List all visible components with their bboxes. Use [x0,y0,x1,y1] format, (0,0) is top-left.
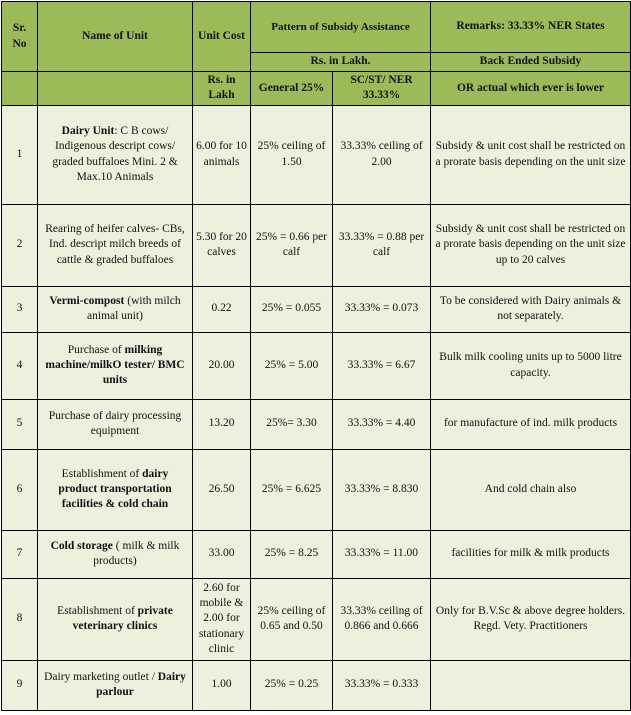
cell-name [38,660,193,710]
header-unit-cost: Unit Cost [193,2,251,72]
cell-remarks: To be considered with Dairy animals & not separately. [431,286,631,332]
cell-scst: 33.33% = 0.88 per calf [333,204,431,286]
header-scst: SC/ST/ NER 33.33% [333,72,431,106]
cell-general: 25% = 5.00 [251,332,333,399]
cell-general: 25% = 0.055 [251,286,333,332]
cell-remarks: Subsidy & unit cost shall be restricted on a prorate basis depending on the unit size up to 20 calves [431,204,631,286]
cell-cost: 0.22 [193,286,251,332]
cell-general: 25%= 3.30 [251,399,333,449]
cell-name-bold: private veterinary clinics [72,604,173,633]
cell-name-bold: milking machine/milkO tester/ BMC units [45,343,185,387]
cell-name-bold: Dairy parlour [96,670,186,699]
cell-sr: 4 [2,332,38,399]
table-row [2,332,631,399]
cell-scst: 33.33% = 8.830 [333,449,431,530]
cell-remarks: facilities for milk & milk products [431,530,631,578]
cell-remarks: Only for B.V.Sc & above degree holders. Regd. Vety. Practitioners [431,578,631,660]
table-row [2,660,631,710]
table-row [2,399,631,449]
cell-remarks: for manufacture of ind. milk products [431,399,631,449]
table-row [2,105,631,204]
cell-cost: 2.60 for mobile & 2.00 for stationary clinic [193,578,251,660]
cell-name [38,286,193,332]
subsidy-table [1,1,631,711]
cell-general: 25% ceiling of 0.65 and 0.50 [251,578,333,660]
cell-cost: 13.20 [193,399,251,449]
cell-name-pre: Purchase of [67,343,125,356]
cell-remarks: And cold chain also [431,449,631,530]
cell-sr: 8 [2,578,38,660]
cell-name-bold: dairy product transportation facilities & cold chain [58,467,172,511]
cell-sr: 3 [2,286,38,332]
header-name-of-unit: Name of Unit [38,2,193,72]
cell-name-rest: (with milch animal unit) [87,294,181,323]
cell-scst: 33.33% = 4.40 [333,399,431,449]
cell-general: 25% = 6.625 [251,449,333,530]
cell-remarks: Bulk milk cooling units up to 5000 litre capacity. [431,332,631,399]
cell-cost: 33.00 [193,530,251,578]
cell-name-rest: ( milk & milk products) [93,539,180,568]
cell-name-pre: Dairy marketing outlet / [44,670,158,683]
header-empty-name [38,72,193,106]
cell-general: 25% = 0.66 per calf [251,204,333,286]
cell-name-bold: Cold storage [50,539,113,552]
header-rs-in-lakh-dot: Rs. in Lakh. [251,53,431,72]
cell-cost: 26.50 [193,449,251,530]
table-row [2,449,631,530]
cell-name-rest: : C B cows/ Indigenous descript cows/ graded buffaloes Mini. 2 & Max.10 Animals [52,125,178,183]
cell-scst: 33.33% = 0.333 [333,660,431,710]
cell-general: 25% = 8.25 [251,530,333,578]
cell-cost: 20.00 [193,332,251,399]
cell-remarks: Subsidy & unit cost shall be restricted on a prorate basis depending on the unit size [431,105,631,204]
cell-name [38,578,193,660]
header-empty-sr [2,72,38,106]
cell-name-pre: Establishment of [61,467,143,480]
cell-name [38,105,193,204]
cell-cost: 5.30 for 20 calves [193,204,251,286]
header-back-ended: Back Ended Subsidy [431,53,631,72]
cell-scst: 33.33% = 0.073 [333,286,431,332]
cell-name: Rearing of heifer calves- CBs, Ind. descript milch breeds of cattle & graded buffaloes [38,204,193,286]
cell-scst: 33.33% ceiling of 0.866 and 0.666 [333,578,431,660]
cell-sr: 5 [2,399,38,449]
cell-name-bold: Dairy Unit [61,125,115,137]
header-or-actual: OR actual which ever is lower [431,72,631,106]
cell-general: 25% ceiling of 1.50 [251,105,333,204]
cell-name [38,332,193,399]
cell-sr: 7 [2,530,38,578]
cell-cost: 6.00 for 10 animals [193,105,251,204]
cell-cost: 1.00 [193,660,251,710]
cell-remarks [431,660,631,710]
cell-scst: 33.33% = 6.67 [333,332,431,399]
cell-sr: 9 [2,660,38,710]
cell-name-pre: Establishment of [57,604,138,617]
table-row [2,530,631,578]
cell-scst: 33.33% ceiling of 2.00 [333,105,431,204]
header-pattern: Pattern of Subsidy Assistance [251,2,431,53]
cell-sr: 2 [2,204,38,286]
header-sr-no: Sr. No [2,2,38,72]
header-rs-in-lakh: Rs. in Lakh [193,72,251,106]
table-row [2,204,631,286]
cell-name [38,449,193,530]
cell-scst: 33.33% = 11.00 [333,530,431,578]
cell-sr: 1 [2,105,38,204]
header-remarks: Remarks: 33.33% NER States [431,2,631,53]
cell-sr: 6 [2,449,38,530]
cell-general: 25% = 0.25 [251,660,333,710]
table-row [2,286,631,332]
cell-name: Purchase of dairy processing equipment [38,399,193,449]
cell-name-bold: Vermi-compost [49,294,125,307]
header-general: General 25% [251,72,333,106]
table-row [2,578,631,660]
cell-name [38,530,193,578]
